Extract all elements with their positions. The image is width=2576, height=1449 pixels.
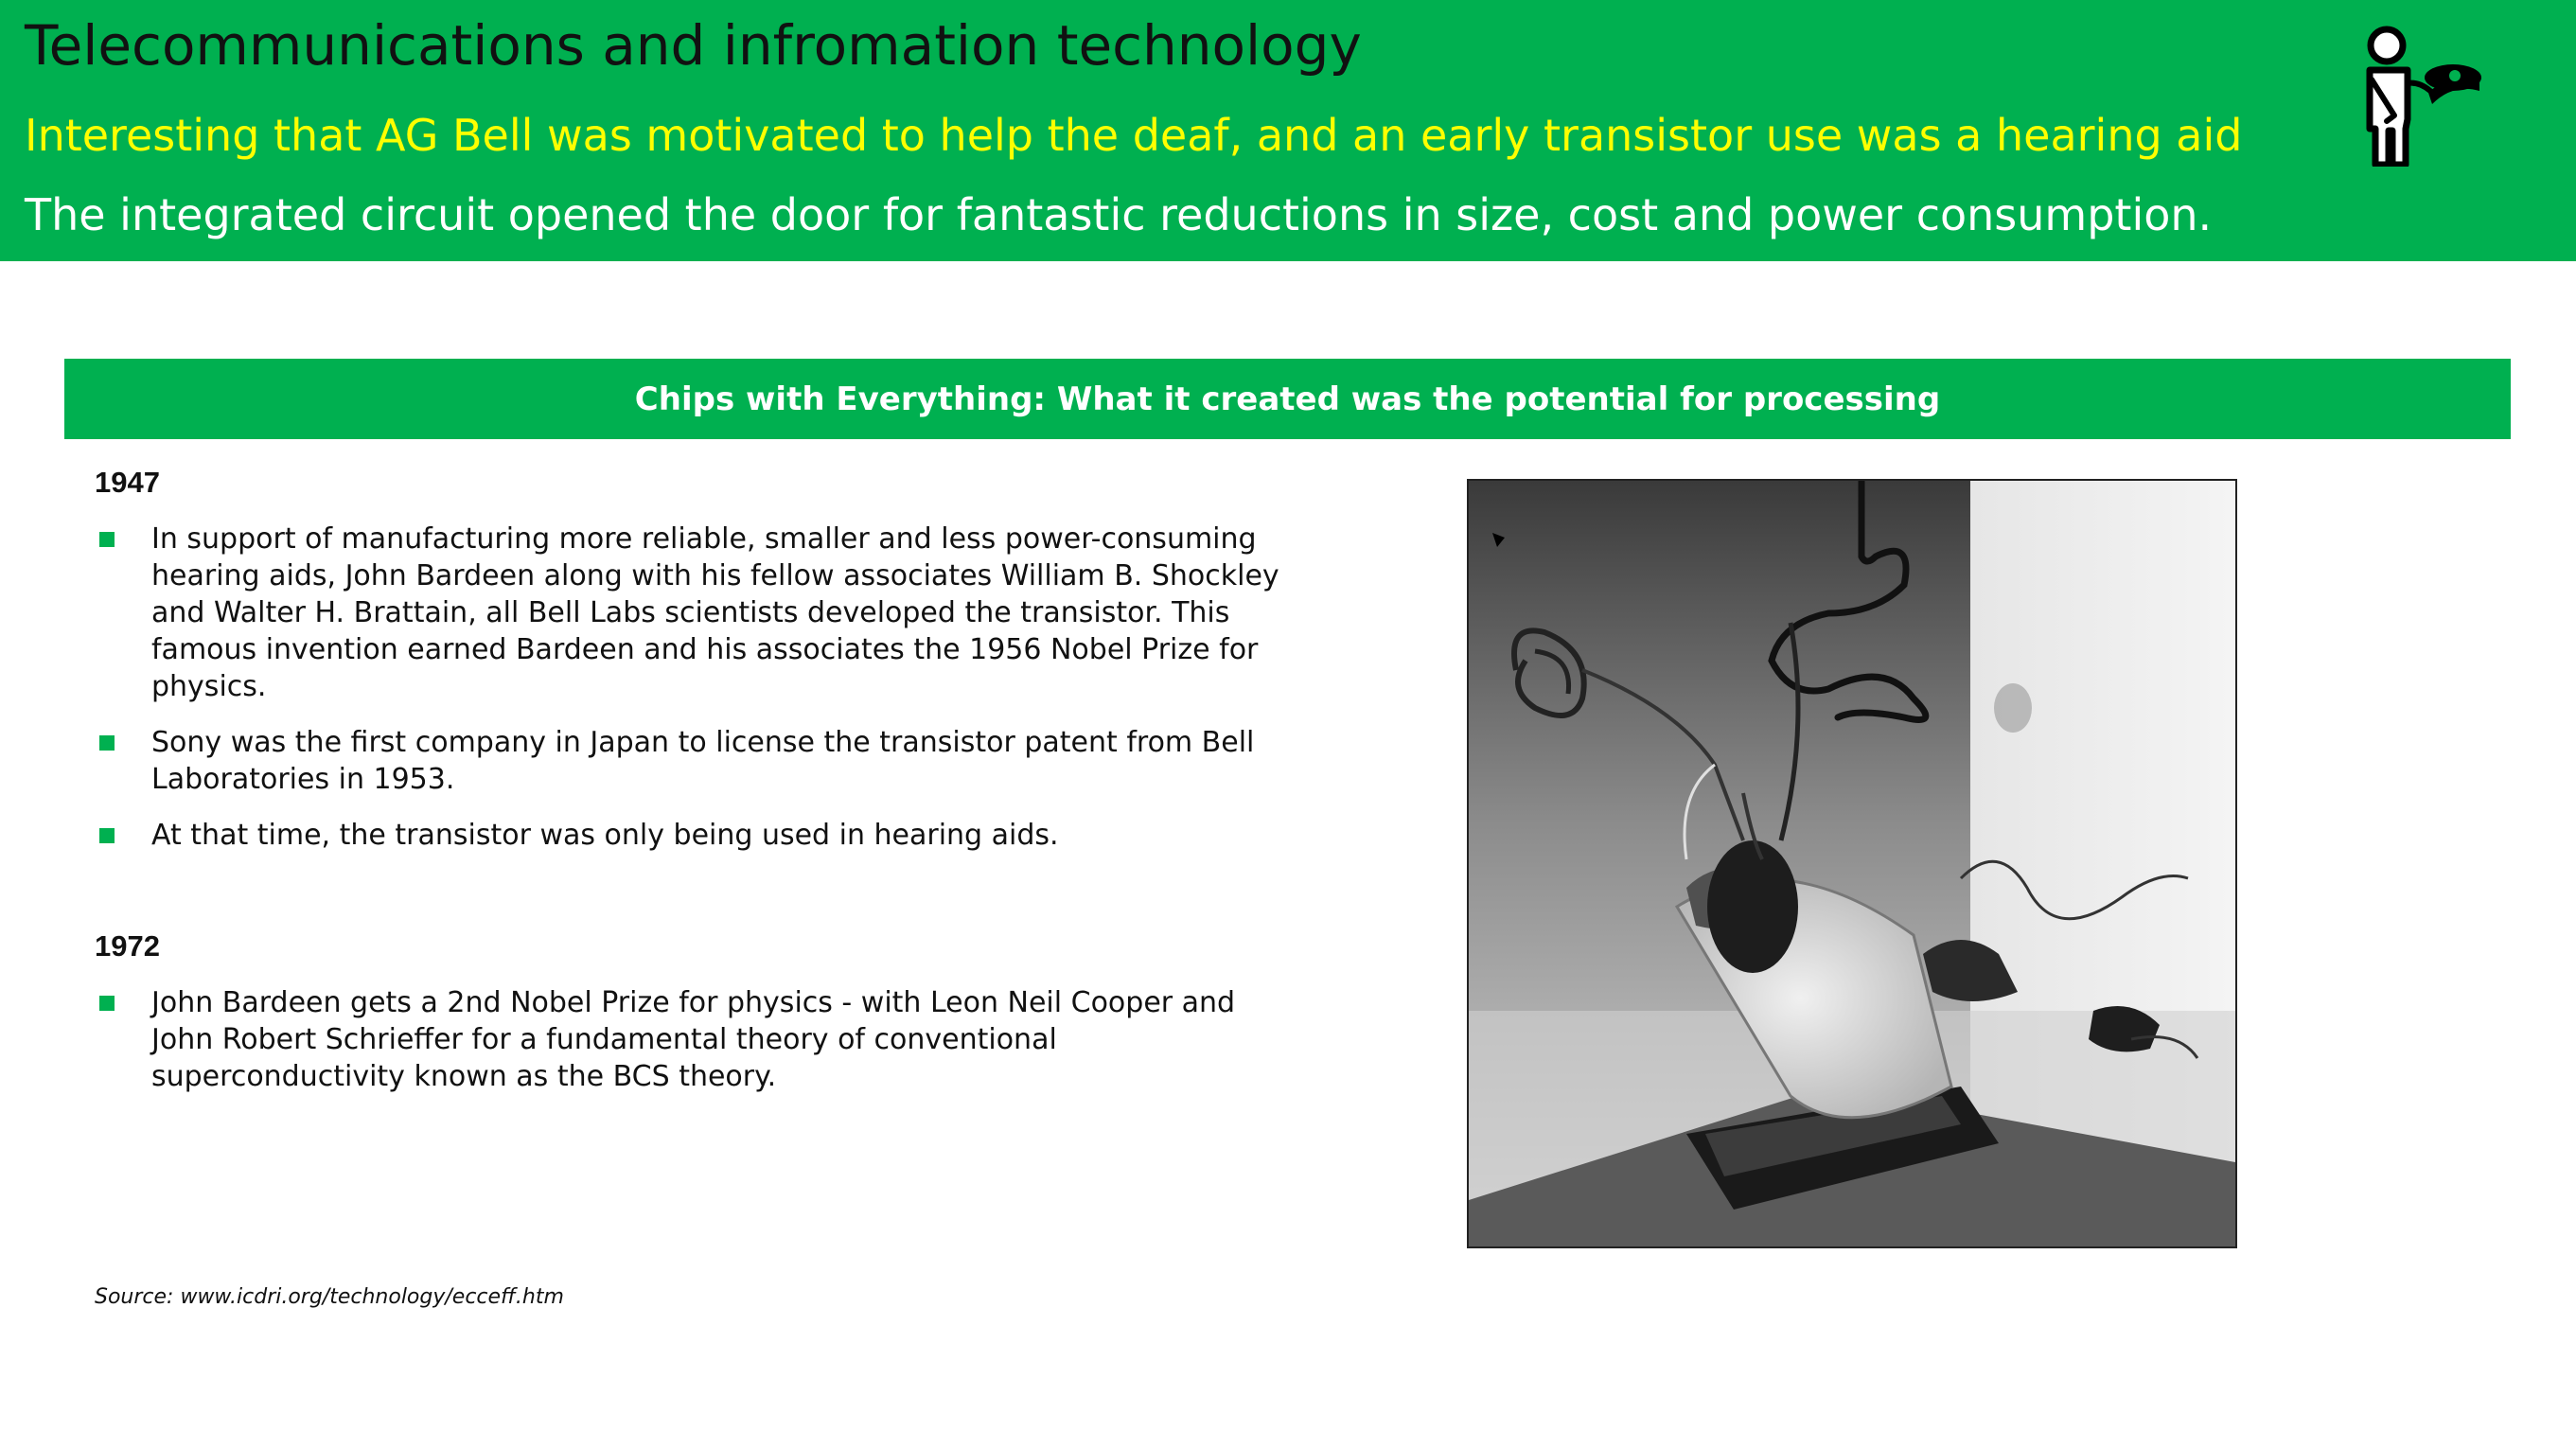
header-bar [0, 0, 2576, 261]
source-citation: Source: www.icdri.org/technology/ecceff.htm [95, 1285, 564, 1309]
bullet-list-1972 [95, 984, 1287, 1114]
first-transistor-photo [1467, 479, 2237, 1248]
square-bullet-icon [99, 735, 115, 751]
list-item: Sony was the first company in Japan to license the transistor patent from Bell Laboratories in 1953. [95, 724, 1287, 798]
first-transistor-image [1469, 481, 2235, 1246]
page-subtitle-secondary: The integrated circuit opened the door for fantastic reductions in size, cost and power consumption. [25, 189, 2213, 240]
square-bullet-icon [99, 996, 115, 1011]
square-bullet-icon [99, 828, 115, 843]
year-heading-1947: 1947 [95, 466, 160, 499]
bullet-list-1947 [95, 521, 1287, 873]
section-banner [64, 359, 2511, 439]
page-title: Telecommunications and infromation technology [25, 13, 1362, 78]
year-heading-1972: 1972 [95, 929, 160, 963]
list-item: John Bardeen gets a 2nd Nobel Prize for physics - with Leon Neil Cooper and John Robert Schrieffer for a fundamental theory of conventional superconductivity known as the BCS theory. [95, 984, 1287, 1095]
person-with-telephone-icon [2338, 25, 2489, 167]
list-item: In support of manufacturing more reliable, smaller and less power-consuming hearing aids, John Bardeen along with his fellow associates William B. Shockley and Walter H. Brattain, all Bell Labs scientists developed the transistor. This famous invention earned Bardeen and his associates the 1956 Nobel Prize for physics. [95, 521, 1287, 705]
page-subtitle: Interesting that AG Bell was motivated to help the deaf, and an early transistor use was a hearing aid [25, 110, 2243, 161]
square-bullet-icon [99, 532, 115, 547]
section-banner-text: Chips with Everything: What it created was the potential for processing [634, 380, 1941, 418]
list-item: At that time, the transistor was only being used in hearing aids. [95, 817, 1287, 854]
